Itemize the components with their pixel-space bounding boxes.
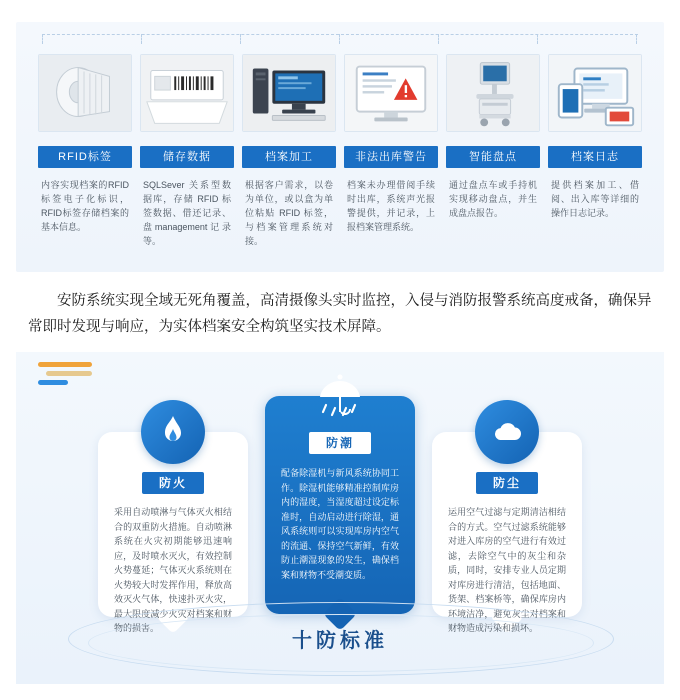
feature-card[interactable] <box>38 54 132 248</box>
warning-monitor-icon <box>345 54 437 132</box>
footer-title: 十防标准 <box>292 630 388 652</box>
card-description: 通过盘点车或手持机实现移动盘点，并生成盘点报告。 <box>449 180 537 218</box>
umbrella-rain-icon <box>305 362 375 432</box>
feature-cards-section <box>16 22 664 272</box>
card-thumbnail <box>242 54 336 132</box>
pillar-label: 防尘 <box>476 472 538 494</box>
feature-card[interactable] <box>242 54 336 248</box>
card-description: 档案未办理借阅手续时出库，系统声光报警提供，并记录，上报档案管理系统。 <box>347 180 435 232</box>
card-thumbnail <box>548 54 642 132</box>
ten-protections-section <box>16 352 664 684</box>
card-description: 根据客户需求，以卷为单位，或以盒为单位粘贴 RFID 标签，与档案管理系统对接。 <box>245 180 333 246</box>
tick-marks <box>42 34 638 44</box>
card-title: RFID标签 <box>38 146 132 168</box>
barcode-storage-icon <box>141 54 233 132</box>
feature-card[interactable] <box>140 54 234 248</box>
card-title: 档案加工 <box>242 146 336 168</box>
dust-cloud-icon <box>475 400 539 464</box>
card-description: SQLSever 关系型数据库，存储 RFID 标签数据、借还记录、盘management记录等。 <box>143 180 231 246</box>
pillar-text: 配备除湿机与新风系统协同工作。除湿机能够精准控制库房内的湿度，当湿度超过设定标准时，自动启动进行除湿，通风系统则可以实现库房内空气的流通、保持空气新鲜，有效防止潮湿现象的发生，确保档案和财物不受潮变质。 <box>281 468 399 580</box>
pillar-label: 防潮 <box>309 432 371 454</box>
feature-card[interactable] <box>548 54 642 248</box>
body-paragraph: 安防系统实现全域无死角覆盖，高清摄像头实时监控，入侵与消防报警系统高度戒备，确保异常即时发现与响应，为实体档案安全构筑坚实技术屏障。 <box>28 293 652 335</box>
card-thumbnail <box>344 54 438 132</box>
card-title: 档案日志 <box>548 146 642 168</box>
pillar-text: 运用空气过滤与定期清洁相结合的方式。空气过滤系统能够对进入库房的空气进行有效过滤，去除空气中的灰尘和杂质，同时，安排专业人员定期对库房进行清洁，包括地面、货架、档案桥等，确保库房内环境洁净，避免灰尘对档案和财物造成污染和损坏。 <box>448 507 566 633</box>
card-description: 提供档案加工、借阅、出入库等详细的操作日志记录。 <box>551 180 639 218</box>
cards-row <box>38 54 642 248</box>
desktop-computer-icon <box>243 54 335 132</box>
smart-inventory-cart-icon <box>447 54 539 132</box>
pillar-label: 防火 <box>142 472 204 494</box>
card-description: 内容实现档案的RFID标签电子化标识，RFID标签存储档案的基本信息。 <box>41 180 129 232</box>
rfid-label-roll-icon <box>39 54 131 132</box>
card-title: 非法出库警告 <box>344 146 438 168</box>
card-thumbnail <box>38 54 132 132</box>
card-title: 储存数据 <box>140 146 234 168</box>
card-thumbnail <box>140 54 234 132</box>
feature-card[interactable] <box>344 54 438 248</box>
feature-card[interactable] <box>446 54 540 248</box>
card-title: 智能盘点 <box>446 146 540 168</box>
archive-log-screens-icon <box>549 54 641 132</box>
pillar-text: 采用自动喷淋与气体灭火相结合的双重防火措施。自动喷淋系统在火灾初期能够迅速响应，及时喷水灭火，有效控制火势蔓延；气体灭火系统则在火势较大时发挥作用，释放高效灭火气体，快速扑灭火灾，最大限度减少火灾对档案和财物的损害。 <box>114 507 232 633</box>
fire-flame-icon <box>141 400 205 464</box>
card-thumbnail <box>446 54 540 132</box>
